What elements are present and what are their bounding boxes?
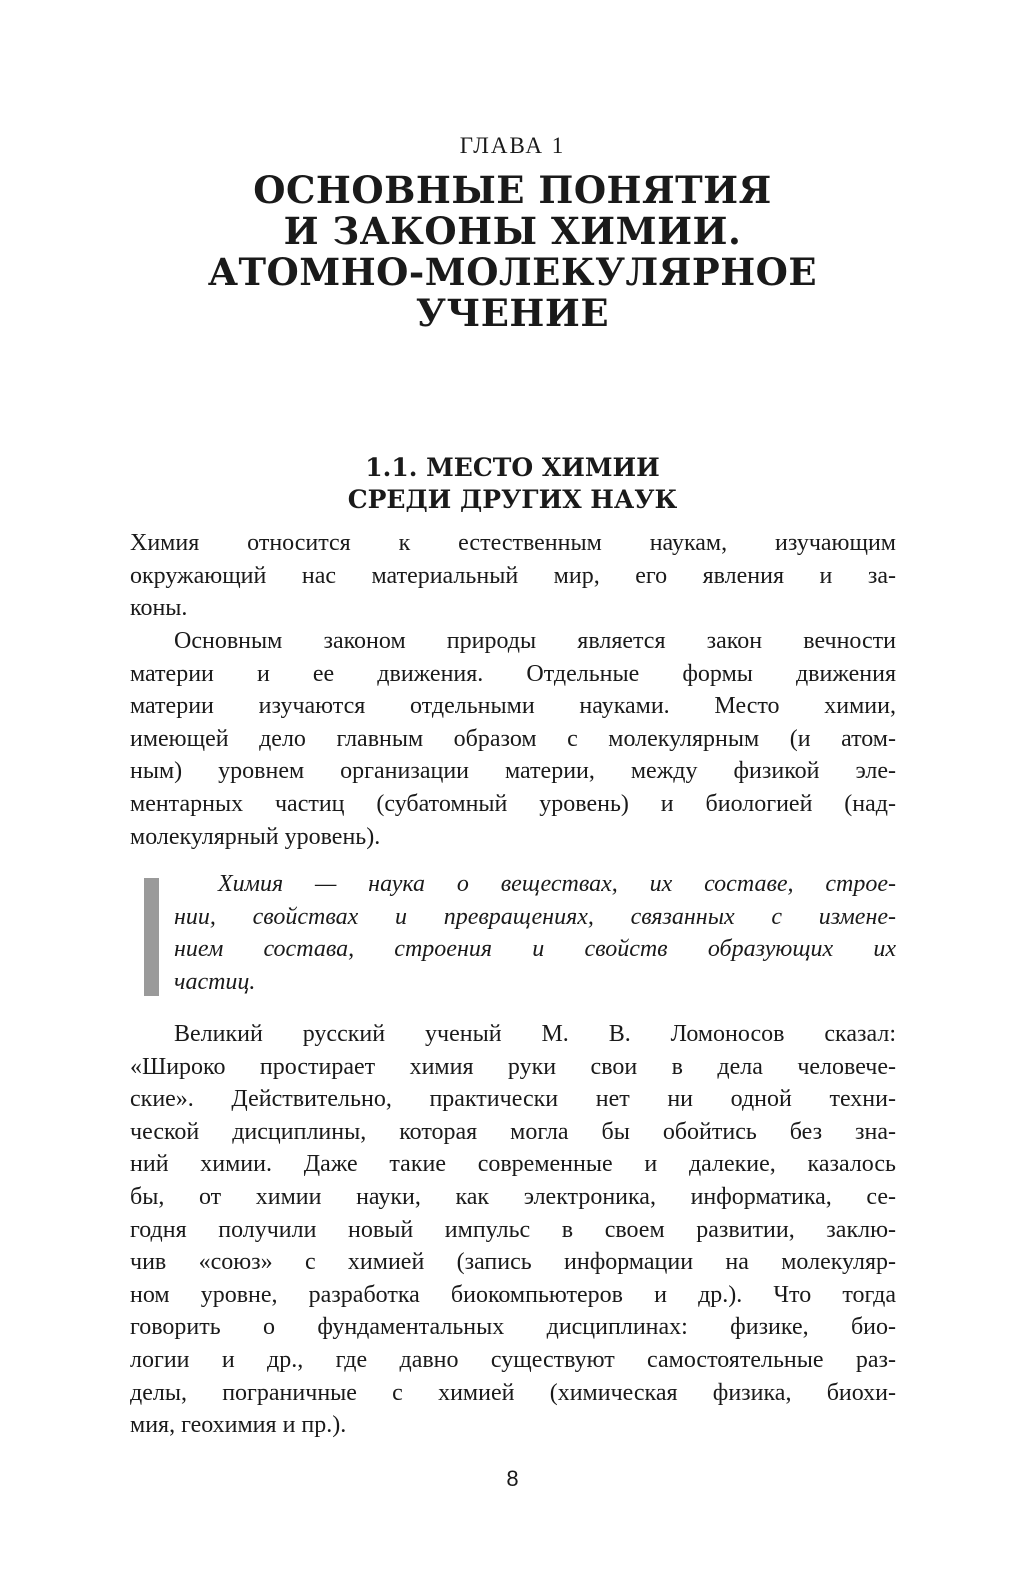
text-line: молекулярный уровень). bbox=[130, 823, 381, 850]
text-line: окружающий нас материальный мир, его явления и за- bbox=[130, 562, 896, 589]
chapter-title-line: АТОМНО-МОЛЕКУЛЯРНОЕ bbox=[207, 250, 818, 294]
text-line: ские». Действительно, практически нет ни одной техни- bbox=[130, 1086, 896, 1113]
text-line: «Широко простирает химия руки свои в дела человече- bbox=[130, 1053, 896, 1080]
chapter-title-line: ОСНОВНЫЕ ПОНЯТИЯ bbox=[253, 168, 772, 212]
text-line: ным) уровнем организации материи, между физикой эле- bbox=[130, 758, 896, 785]
text-line: частиц. bbox=[174, 968, 256, 995]
text-line: ческой дисциплины, которая могла бы обойтись без зна- bbox=[130, 1118, 896, 1145]
chapter-title-line: УЧЕНИЕ bbox=[415, 291, 610, 335]
text-line: ном уровне, разработка биокомпьютеров и др.). Что тогда bbox=[130, 1281, 896, 1308]
text-line: материи изучаются отдельными науками. Место химии, bbox=[130, 693, 896, 720]
text-line: Химия относится к естественным наукам, изучающим bbox=[130, 530, 896, 556]
text-line: логии и др., где давно существуют самостоятельные раз- bbox=[130, 1346, 896, 1373]
section-title bbox=[0, 452, 1025, 516]
text-line: Основным законом природы является закон вечности bbox=[174, 628, 896, 654]
chapter-label: ГЛАВА 1 bbox=[459, 133, 566, 158]
chapter-title bbox=[0, 170, 1025, 334]
text-line: нии, свойствах и превращениях, связанных с измене- bbox=[174, 903, 896, 930]
text-line: материи и ее движения. Отдельные формы движения bbox=[130, 660, 896, 687]
paragraph-laws bbox=[130, 625, 896, 853]
text-line: говорить о фундаментальных дисциплинах: физике, био- bbox=[130, 1314, 896, 1341]
page-number: 8 bbox=[506, 1466, 519, 1491]
text-line: ментарных частиц (субатомный уровень) и биологией (над- bbox=[130, 790, 896, 817]
text-line: нием состава, строения и свойств образующих их bbox=[174, 936, 896, 963]
section-title-line: СРЕДИ ДРУГИХ НАУК bbox=[347, 485, 678, 514]
definition-text bbox=[174, 868, 896, 998]
text-line: делы, пограничные с химией (химическая физика, биохи- bbox=[130, 1379, 896, 1406]
text-line: мия, геохимия и пр.). bbox=[130, 1412, 347, 1439]
text-line: Химия — наука о веществах, их составе, строе- bbox=[218, 871, 896, 897]
text-line: бы, от химии науки, как электроника, информатика, се- bbox=[130, 1183, 896, 1210]
definition-marker-bar bbox=[144, 878, 159, 996]
text-line: имеющей дело главным образом с молекулярным (и атом- bbox=[130, 725, 896, 752]
text-line: Великий русский ученый М. В. Ломоносов сказал: bbox=[174, 1021, 896, 1047]
definition-box bbox=[130, 868, 896, 998]
text-line: ний химии. Даже такие современные и далекие, казалось bbox=[130, 1151, 896, 1178]
chapter-title-line: И ЗАКОНЫ ХИМИИ. bbox=[283, 209, 742, 253]
text-line: годня получили новый импульс в своем развитии, заклю- bbox=[130, 1216, 896, 1243]
text-line: коны. bbox=[130, 595, 188, 622]
section-title-line: 1.1. МЕСТО ХИМИИ bbox=[365, 453, 660, 482]
text-line: чив «союз» с химией (запись информации на молекуляр- bbox=[130, 1249, 896, 1276]
paragraph-intro bbox=[130, 527, 896, 625]
paragraph-lomonosov bbox=[130, 1018, 896, 1442]
